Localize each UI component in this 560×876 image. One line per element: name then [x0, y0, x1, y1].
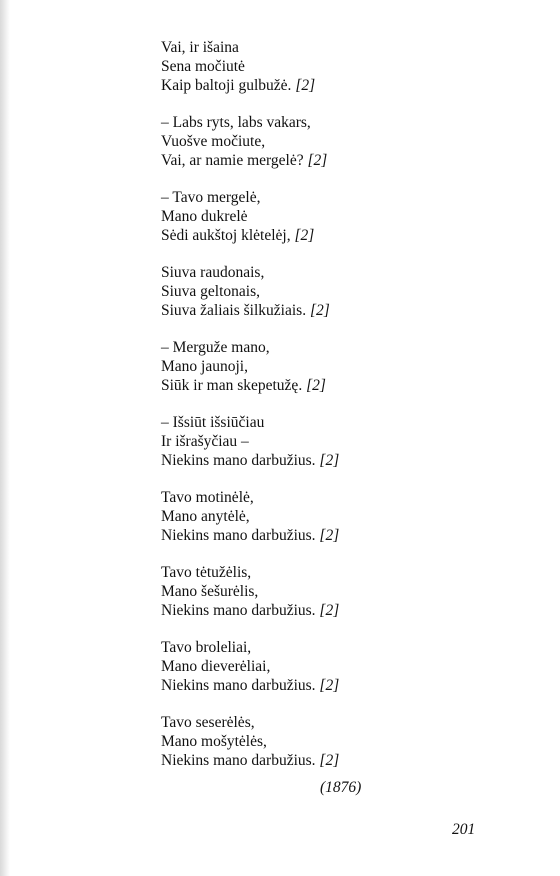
poem-line: Vuošve močiute, [161, 133, 266, 150]
poem-line: Niekins mano darbužius. [2] [161, 752, 340, 769]
poem-line: Sėdi aukštoj klėtelėj, [2] [161, 227, 315, 244]
page-gutter-shadow [0, 0, 10, 876]
refrain-mark: [2] [319, 752, 340, 769]
poem-line: Mano jaunoji, [161, 358, 248, 375]
poem-line: Mano anytėlė, [161, 508, 250, 525]
stanza-3 [161, 188, 401, 245]
poem-line: Tavo motinėlė, [161, 489, 254, 506]
poem-line: – Labs ryts, labs vakars, [161, 114, 311, 131]
poem-line: Ir išrašyčiau – [161, 433, 249, 450]
poem-line: Mano šešurėlis, [161, 583, 259, 600]
poem-line: Sena močiutė [161, 58, 245, 75]
poem [161, 38, 401, 788]
poem-line: Mano dukrelė [161, 208, 248, 225]
poem-line: – Tavo mergelė, [161, 189, 261, 206]
refrain-mark: [2] [319, 677, 340, 694]
stanza-5 [161, 338, 401, 395]
poem-date: (1876) [320, 779, 362, 796]
poem-line: Tavo seserėlės, [161, 714, 255, 731]
poem-line: Vai, ar namie mergelė? [2] [161, 152, 328, 169]
poem-line: Kaip baltoji gulbužė. [2] [161, 77, 316, 94]
poem-line: Niekins mano darbužius. [2] [161, 677, 340, 694]
page-number: 201 [452, 821, 476, 838]
poem-line: Siuva žaliais šilkužiais. [2] [161, 302, 330, 319]
refrain-mark: [2] [319, 527, 340, 544]
poem-line: Mano dieverėliai, [161, 658, 271, 675]
poem-line: Siuva geltonais, [161, 283, 261, 300]
stanza-1 [161, 38, 401, 95]
poem-line: Niekins mano darbužius. [2] [161, 452, 340, 469]
stanza-4 [161, 263, 401, 320]
stanza-8 [161, 563, 401, 620]
refrain-mark: [2] [319, 602, 340, 619]
stanza-2 [161, 113, 401, 170]
poem-line: Tavo tėtužėlis, [161, 564, 252, 581]
stanza-10 [161, 713, 401, 770]
poem-line: Vai, ir išaina [161, 39, 239, 56]
poem-line: Siuva raudonais, [161, 264, 265, 281]
poem-line: Mano mošytėlės, [161, 733, 267, 750]
poem-line: Tavo broleliai, [161, 639, 252, 656]
refrain-mark: [2] [306, 377, 326, 394]
poem-line: – Išsiūt išsiūčiau [161, 414, 265, 431]
poem-line: Niekins mano darbužius. [2] [161, 602, 340, 619]
poem-line: Siūk ir man skepetužę. [2] [161, 377, 326, 394]
refrain-mark: [2] [294, 227, 315, 244]
refrain-mark: [2] [295, 77, 316, 94]
refrain-mark: [2] [309, 302, 330, 319]
refrain-mark: [2] [319, 452, 340, 469]
poem-line: Niekins mano darbužius. [2] [161, 527, 340, 544]
stanza-6 [161, 413, 401, 470]
poem-line: – Merguže mano, [161, 339, 270, 356]
stanza-9 [161, 638, 401, 695]
stanza-7 [161, 488, 401, 545]
refrain-mark: [2] [307, 152, 328, 169]
